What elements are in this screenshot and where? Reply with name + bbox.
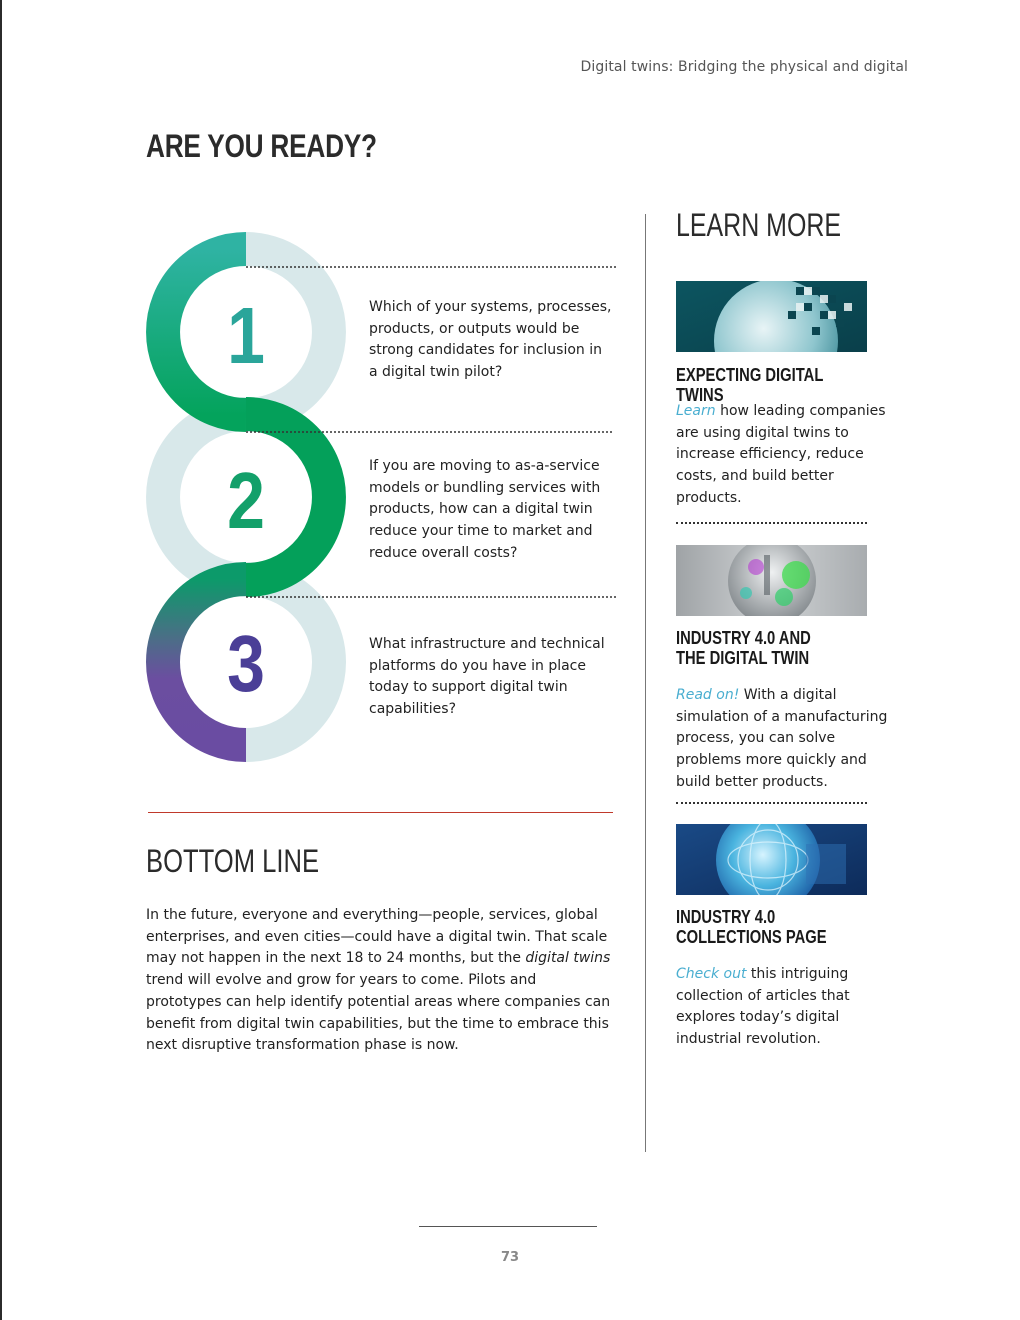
column-divider [645,214,646,1152]
learn-more-title: LEARN MORE [676,207,842,243]
question-text-1: Which of your systems, processes, products, or outputs would be strong candidates for inclusion in a digital twin pilot? [369,299,612,381]
expecting-digital-twins-thumbnail[interactable] [676,281,867,352]
learn-link[interactable]: Learn [676,403,716,419]
question-number-1: 1 [227,290,265,381]
section-divider [148,812,613,813]
page-number: 73 [500,1250,520,1265]
card-text-industry-4-digital-twin: Read on! With a digital simulation of a manufacturing process, you can solve problems more quickly and build better products. [676,687,888,790]
card-text-expecting-digital-twins: Learn how leading companies are using digital twins to increase efficiency, reduce costs, and build better products. [676,403,886,506]
card-separator [676,802,867,804]
bottom-line-title: BOTTOM LINE [146,843,320,879]
card-title-industry-4-collections[interactable]: INDUSTRY 4.0 COLLECTIONS PAGE [676,907,827,947]
question-text-3: What infrastructure and technical platforms do you have in place today to support digital twin capabilities? [369,636,605,718]
page-title: ARE YOU READY? [146,128,377,164]
read-on-link[interactable]: Read on! [676,687,740,703]
bottom-line-text: In the future, everyone and everything—people, services, global enterprises, and even cities—could have a digital twin. That scale may not happen in the next 18 to 24 months, but the digital twins trend will evolve and grow for years to come. Pilots and prototypes can help identify potential areas where companies can benefit from digital twin capabilities, but the time to embrace this next disruptive transformation phase is now. [146,907,611,1054]
question-number-3: 3 [227,618,265,709]
industry-4-digital-twin-thumbnail[interactable] [676,545,867,616]
check-out-link[interactable]: Check out [676,966,747,982]
card-text-industry-4-collections: Check out this intriguing collection of articles that explores today’s digital industrial revolution. [676,966,850,1048]
page-left-border [0,0,2,1320]
card-title-expecting-digital-twins[interactable]: EXPECTING DIGITAL TWINS [676,365,824,405]
industry-4-collections-thumbnail[interactable] [676,824,867,895]
footer-rule [419,1226,597,1227]
question-text-2: If you are moving to as-a-service models or bundling services with products, how can a digital twin reduce your time to market and reduce overall costs? [369,458,601,561]
card-title-industry-4-digital-twin[interactable]: INDUSTRY 4.0 AND THE DIGITAL TWIN [676,628,811,668]
running-header: Digital twins: Bridging the physical and digital [580,59,908,75]
question-number-2: 2 [227,455,265,546]
card-separator [676,522,867,524]
italic-term: digital twins [525,950,611,967]
